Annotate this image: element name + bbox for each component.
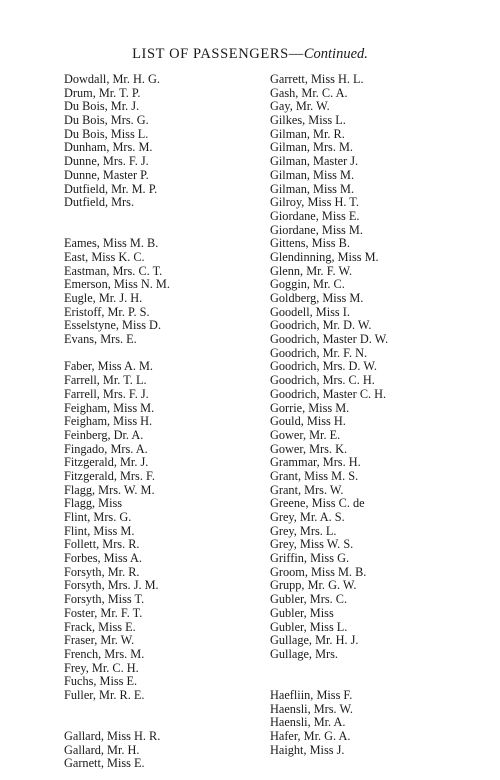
passenger-entry: Goodrich, Mr. D. W. <box>270 318 372 333</box>
passenger-entry: Gubler, Miss <box>270 605 334 620</box>
passenger-entry: Forbes, Miss A. <box>64 551 142 566</box>
passenger-entry: Forsyth, Mr. R. <box>64 564 140 579</box>
passenger-entry: Garnett, Miss E. <box>64 756 145 771</box>
passenger-entry: Haensli, Mrs. W. <box>270 701 354 716</box>
passenger-entry: Haefliin, Miss F. <box>270 687 353 702</box>
list-spacer <box>64 703 170 717</box>
passenger-entry: Gallard, Miss H. R. <box>64 729 161 743</box>
passenger-entry: Drum, Mr. T. P. <box>64 85 141 100</box>
passenger-entry: Giordane, Miss M. <box>270 222 363 237</box>
passenger-entry: Gould, Miss H. <box>270 414 346 429</box>
list-spacer <box>64 210 170 224</box>
passenger-entry: Grupp, Mr. G. W. <box>270 578 357 593</box>
passenger-entry: Gubler, Mrs. C. <box>270 592 348 607</box>
passenger-entry: Gilman, Mr. R. <box>270 126 345 141</box>
title-continued: Continued. <box>303 46 368 62</box>
passenger-entry: Gubler, Miss L. <box>270 619 348 634</box>
passenger-entry: Follett, Mrs. R. <box>64 537 140 552</box>
passenger-entry: Grey, Miss W. S. <box>270 537 354 552</box>
page-title <box>0 46 500 63</box>
passenger-entry: Gower, Mr. E. <box>270 427 341 442</box>
passenger-entry: Gay, Mr. W. <box>270 99 330 114</box>
passenger-entry: Fingado, Mrs. A. <box>64 441 148 456</box>
passenger-entry: Gash, Mr. C. A. <box>270 85 348 100</box>
passenger-entry: Gullage, Mr. H. J. <box>270 633 359 648</box>
passenger-entry: Dowdall, Mr. H. G. <box>64 72 160 86</box>
passenger-list-left-column <box>64 73 170 771</box>
list-spacer <box>64 347 170 361</box>
passenger-entry: Gullage, Mrs. <box>270 646 338 661</box>
passenger-entry: Fitzgerald, Mr. J. <box>64 455 149 470</box>
passenger-entry: Feigham, Miss H. <box>64 414 153 429</box>
passenger-entry: Grey, Mr. A. S. <box>270 510 345 524</box>
passenger-entry: Gilman, Miss M. <box>270 181 355 196</box>
passenger-entry: Dunne, Master P. <box>64 167 149 182</box>
passenger-entry: Forsyth, Mrs. J. M. <box>64 578 159 593</box>
passenger-entry: Dunne, Mrs. F. J. <box>64 154 149 169</box>
passenger-entry: Feinberg, Dr. A. <box>64 427 144 442</box>
passenger-entry: Farrell, Mr. T. L. <box>64 373 147 388</box>
passenger-entry: Goldberg, Miss M. <box>270 291 364 305</box>
passenger-entry: Hafer, Mr. G. A. <box>270 729 351 743</box>
passenger-entry: Fuller, Mr. R. E. <box>64 687 145 702</box>
passenger-entry: Frey, Mr. C. H. <box>64 660 139 675</box>
passenger-entry: Glendinning, Miss M. <box>270 249 379 264</box>
passenger-entry: Gilman, Master J. <box>270 154 359 169</box>
passenger-entry: Fraser, Mr. W. <box>64 633 135 648</box>
list-spacer <box>64 716 170 730</box>
passenger-entry: Esselstyne, Miss D. <box>64 318 162 333</box>
passenger-entry: Gower, Mrs. K. <box>270 441 348 456</box>
passenger-entry: Glenn, Mr. F. W. <box>270 263 353 278</box>
passenger-entry: Du Bois, Miss L. <box>64 126 149 141</box>
passenger-entry: Greene, Miss C. de <box>270 496 365 511</box>
list-spacer <box>270 675 388 689</box>
passenger-entry: Grammar, Mrs. H. <box>270 455 361 470</box>
list-spacer <box>64 224 170 238</box>
passenger-entry: Frack, Miss E. <box>64 619 136 634</box>
list-spacer <box>270 662 388 676</box>
passenger-entry: Haensli, Mr. A. <box>270 715 346 730</box>
passenger-entry: Goodell, Miss I. <box>270 304 350 319</box>
passenger-entry: Flint, Mrs. G. <box>64 510 132 524</box>
passenger-entry: Goodrich, Master C. H. <box>270 386 387 401</box>
passenger-entry: Farrell, Mrs. F. J. <box>64 386 149 401</box>
passenger-entry: Gilman, Miss M. <box>270 167 355 182</box>
passenger-entry: Feigham, Miss M. <box>64 400 155 415</box>
passenger-entry: Du Bois, Mrs. G. <box>64 113 149 128</box>
passenger-entry: Grant, Miss M. S. <box>270 468 359 483</box>
passenger-entry: Gilkes, Miss L. <box>270 113 346 128</box>
passenger-entry: Flint, Miss M. <box>64 523 135 538</box>
passenger-entry: East, Miss K. C. <box>64 249 145 264</box>
passenger-entry: Foster, Mr. F. T. <box>64 605 143 620</box>
passenger-entry: Forsyth, Miss T. <box>64 592 145 607</box>
passenger-entry: Dutfield, Mrs. <box>64 195 135 210</box>
passenger-entry: Dunham, Mrs. M. <box>64 140 153 155</box>
passenger-entry: Goodrich, Mrs. D. W. <box>270 359 377 374</box>
passenger-entry: Flagg, Miss <box>64 496 123 511</box>
passenger-entry: Goodrich, Master D. W. <box>270 332 389 347</box>
passenger-entry: Eugle, Mr. J. H. <box>64 291 143 305</box>
passenger-entry: Flagg, Mrs. W. M. <box>64 482 155 497</box>
passenger-entry: Garrett, Miss H. L. <box>270 72 364 86</box>
passenger-entry: Fuchs, Miss E. <box>64 674 138 689</box>
passenger-entry: Evans, Mrs. E. <box>64 332 137 347</box>
passenger-entry: Giordane, Miss E. <box>270 208 360 223</box>
passenger-entry: Gittens, Miss B. <box>270 236 350 251</box>
passenger-entry: Eristoff, Mr. P. S. <box>64 304 150 319</box>
passenger-entry: Emerson, Miss N. M. <box>64 277 170 292</box>
passenger-list-right-column <box>270 73 388 757</box>
passenger-entry: Grey, Mrs. L. <box>270 523 337 538</box>
passenger-entry: Goggin, Mr. C. <box>270 277 345 292</box>
passenger-entry: Eastman, Mrs. C. T. <box>64 263 163 278</box>
passenger-entry: Faber, Miss A. M. <box>64 359 154 374</box>
passenger-entry: Grant, Mrs. W. <box>270 482 344 497</box>
passenger-entry: Goodrich, Mrs. C. H. <box>270 373 375 388</box>
passenger-entry: Gilman, Mrs. M. <box>270 140 354 155</box>
passenger-entry: Haight, Miss J. <box>270 742 345 757</box>
passenger-entry: Fitzgerald, Mrs. F. <box>64 468 155 483</box>
passenger-entry: Gilroy, Miss H. T. <box>270 195 359 210</box>
passenger-entry: Gallard, Mr. H. <box>64 742 140 757</box>
passenger-entry: Dutfield, Mr. M. P. <box>64 181 158 196</box>
passenger-entry: Goodrich, Mr. F. N. <box>270 345 368 360</box>
passenger-entry: Griffin, Miss G. <box>270 551 350 566</box>
passenger-entry: French, Mrs. M. <box>64 646 145 661</box>
passenger-entry: Gorrie, Miss M. <box>270 400 350 415</box>
passenger-entry: Groom, Miss M. B. <box>270 564 367 579</box>
passenger-entry: Du Bois, Mr. J. <box>64 99 140 114</box>
title-text: LIST OF PASSENGERS— <box>132 46 304 62</box>
passenger-entry: Eames, Miss M. B. <box>64 236 159 251</box>
